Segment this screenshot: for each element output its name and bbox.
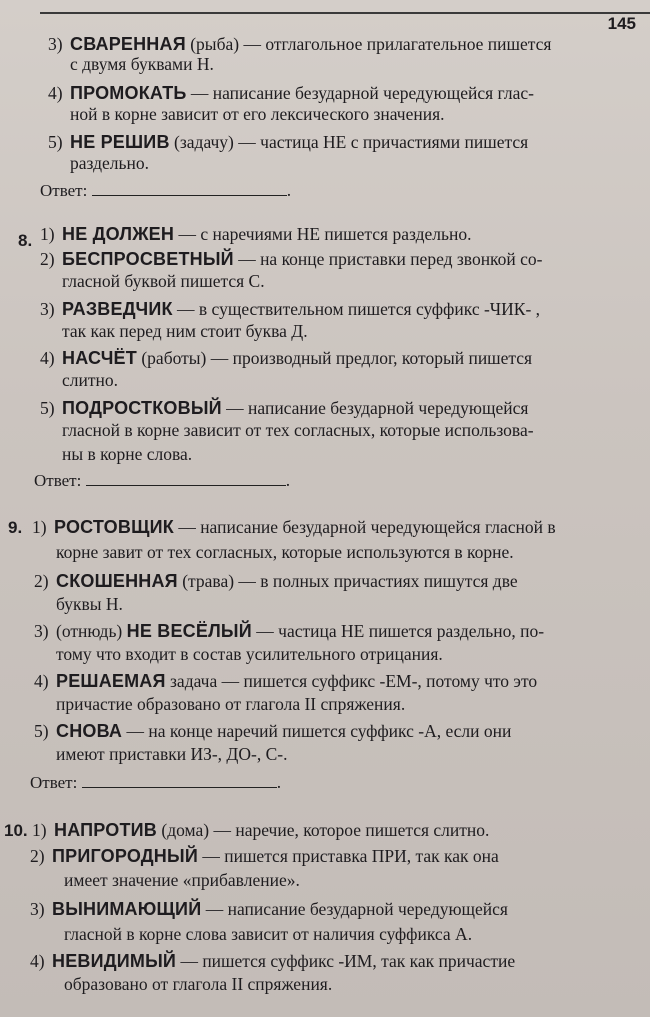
task9-item5-cont: имеют приставки ИЗ-, ДО-, С-. <box>56 744 288 764</box>
task10-item1: 10. 1) НАПРОТИВ (дома) — наречие, которое пишется слитно. <box>4 820 490 840</box>
task10-item2-cont: имеет значение «прибавление». <box>64 870 300 890</box>
task9-item4: 4) РЕШАЕМАЯ задача — пишется суффикс -ЕМ-, потому что это <box>34 671 538 691</box>
task7-item3-cont: с двумя буквами Н. <box>70 54 214 74</box>
task10-item3-cont: гласной в корне слова зависит от наличия суффикса А. <box>64 924 473 944</box>
task9-item1: 9. 1) РОСТОВЩИК — написание безударной чередующейся гласной в <box>8 517 556 537</box>
task8-item4: 4) НАСЧЁТ (работы) — производный предлог, который пишется <box>40 348 533 368</box>
task9-item2-cont: буквы Н. <box>56 594 123 614</box>
task10-item3: 3) ВЫНИМАЮЩИЙ — написание безударной чередующейся <box>30 899 508 919</box>
task8-item5-cont: гласной в корне зависит от тех согласных, которые использова- <box>62 420 534 440</box>
task7-item3: 3) СВАРЕННАЯ (рыба) — отглагольное прилагательное пишется <box>48 34 552 54</box>
task9-item3: 3) (отнюдь) НЕ ВЕСЁЛЫЙ — частица НЕ пишется раздельно, по- <box>34 621 545 641</box>
task10-item4: 4) НЕВИДИМЫЙ — пишется суффикс -ИМ, так как причастие <box>30 951 516 971</box>
answer-blank-line <box>82 773 277 788</box>
task8-item5-cont2: ны в корне слова. <box>62 444 193 464</box>
task8-item1: 1) НЕ ДОЛЖЕН — с наречиями НЕ пишется раздельно. <box>40 224 472 244</box>
task9-item1-cont: корне завит от тех согласных, которые используются в корне. <box>56 542 514 562</box>
task8-item3: 3) РАЗВЕДЧИК — в существительном пишется суффикс -ЧИК- , <box>40 299 541 319</box>
task8-answer: Ответ: . <box>34 470 291 490</box>
task8-item5: 5) ПОДРОСТКОВЫЙ — написание безударной чередующейся <box>40 398 529 418</box>
task9-item4-cont: причастие образовано от глагола II спряжения. <box>56 694 406 714</box>
task9-item2: 2) СКОШЕННАЯ (трава) — в полных причастиях пишутся две <box>34 571 518 591</box>
task8-item4-cont: слитно. <box>62 370 119 390</box>
answer-blank-line <box>92 181 287 196</box>
page-number: 145 <box>607 14 636 33</box>
task7-item4: 4) ПРОМОКАТЬ — написание безударной чередующейся глас- <box>48 83 534 103</box>
task7-item5-cont: раздельно. <box>70 153 149 173</box>
task9-answer: Ответ: . <box>30 772 282 792</box>
task7-item5: 5) НЕ РЕШИВ (задачу) — частица НЕ с причастиями пишется <box>48 132 529 152</box>
header-rule <box>40 12 650 14</box>
task8-item3-cont: так как перед ним стоит буква Д. <box>62 321 308 341</box>
task8-item2: 2) БЕСПРОСВЕТНЫЙ — на конце приставки перед звонкой со- <box>40 249 543 269</box>
task10-item2: 2) ПРИГОРОДНЫЙ — пишется приставка ПРИ, так как она <box>30 846 499 866</box>
task8-item2-cont: гласной буквой пишется С. <box>62 271 265 291</box>
task7-item4-cont: ной в корне зависит от его лексического значения. <box>70 104 445 124</box>
task9-item3-cont: тому что входит в состав усилительного отрицания. <box>56 644 443 664</box>
task9-item5: 5) СНОВА — на конце наречий пишется суффикс -А, если они <box>34 721 512 741</box>
answer-blank-line <box>86 471 286 486</box>
task7-answer: Ответ: . <box>40 180 292 200</box>
task10-item4-cont: образовано от глагола II спряжения. <box>64 974 333 994</box>
task8-number: 8. <box>18 231 33 250</box>
